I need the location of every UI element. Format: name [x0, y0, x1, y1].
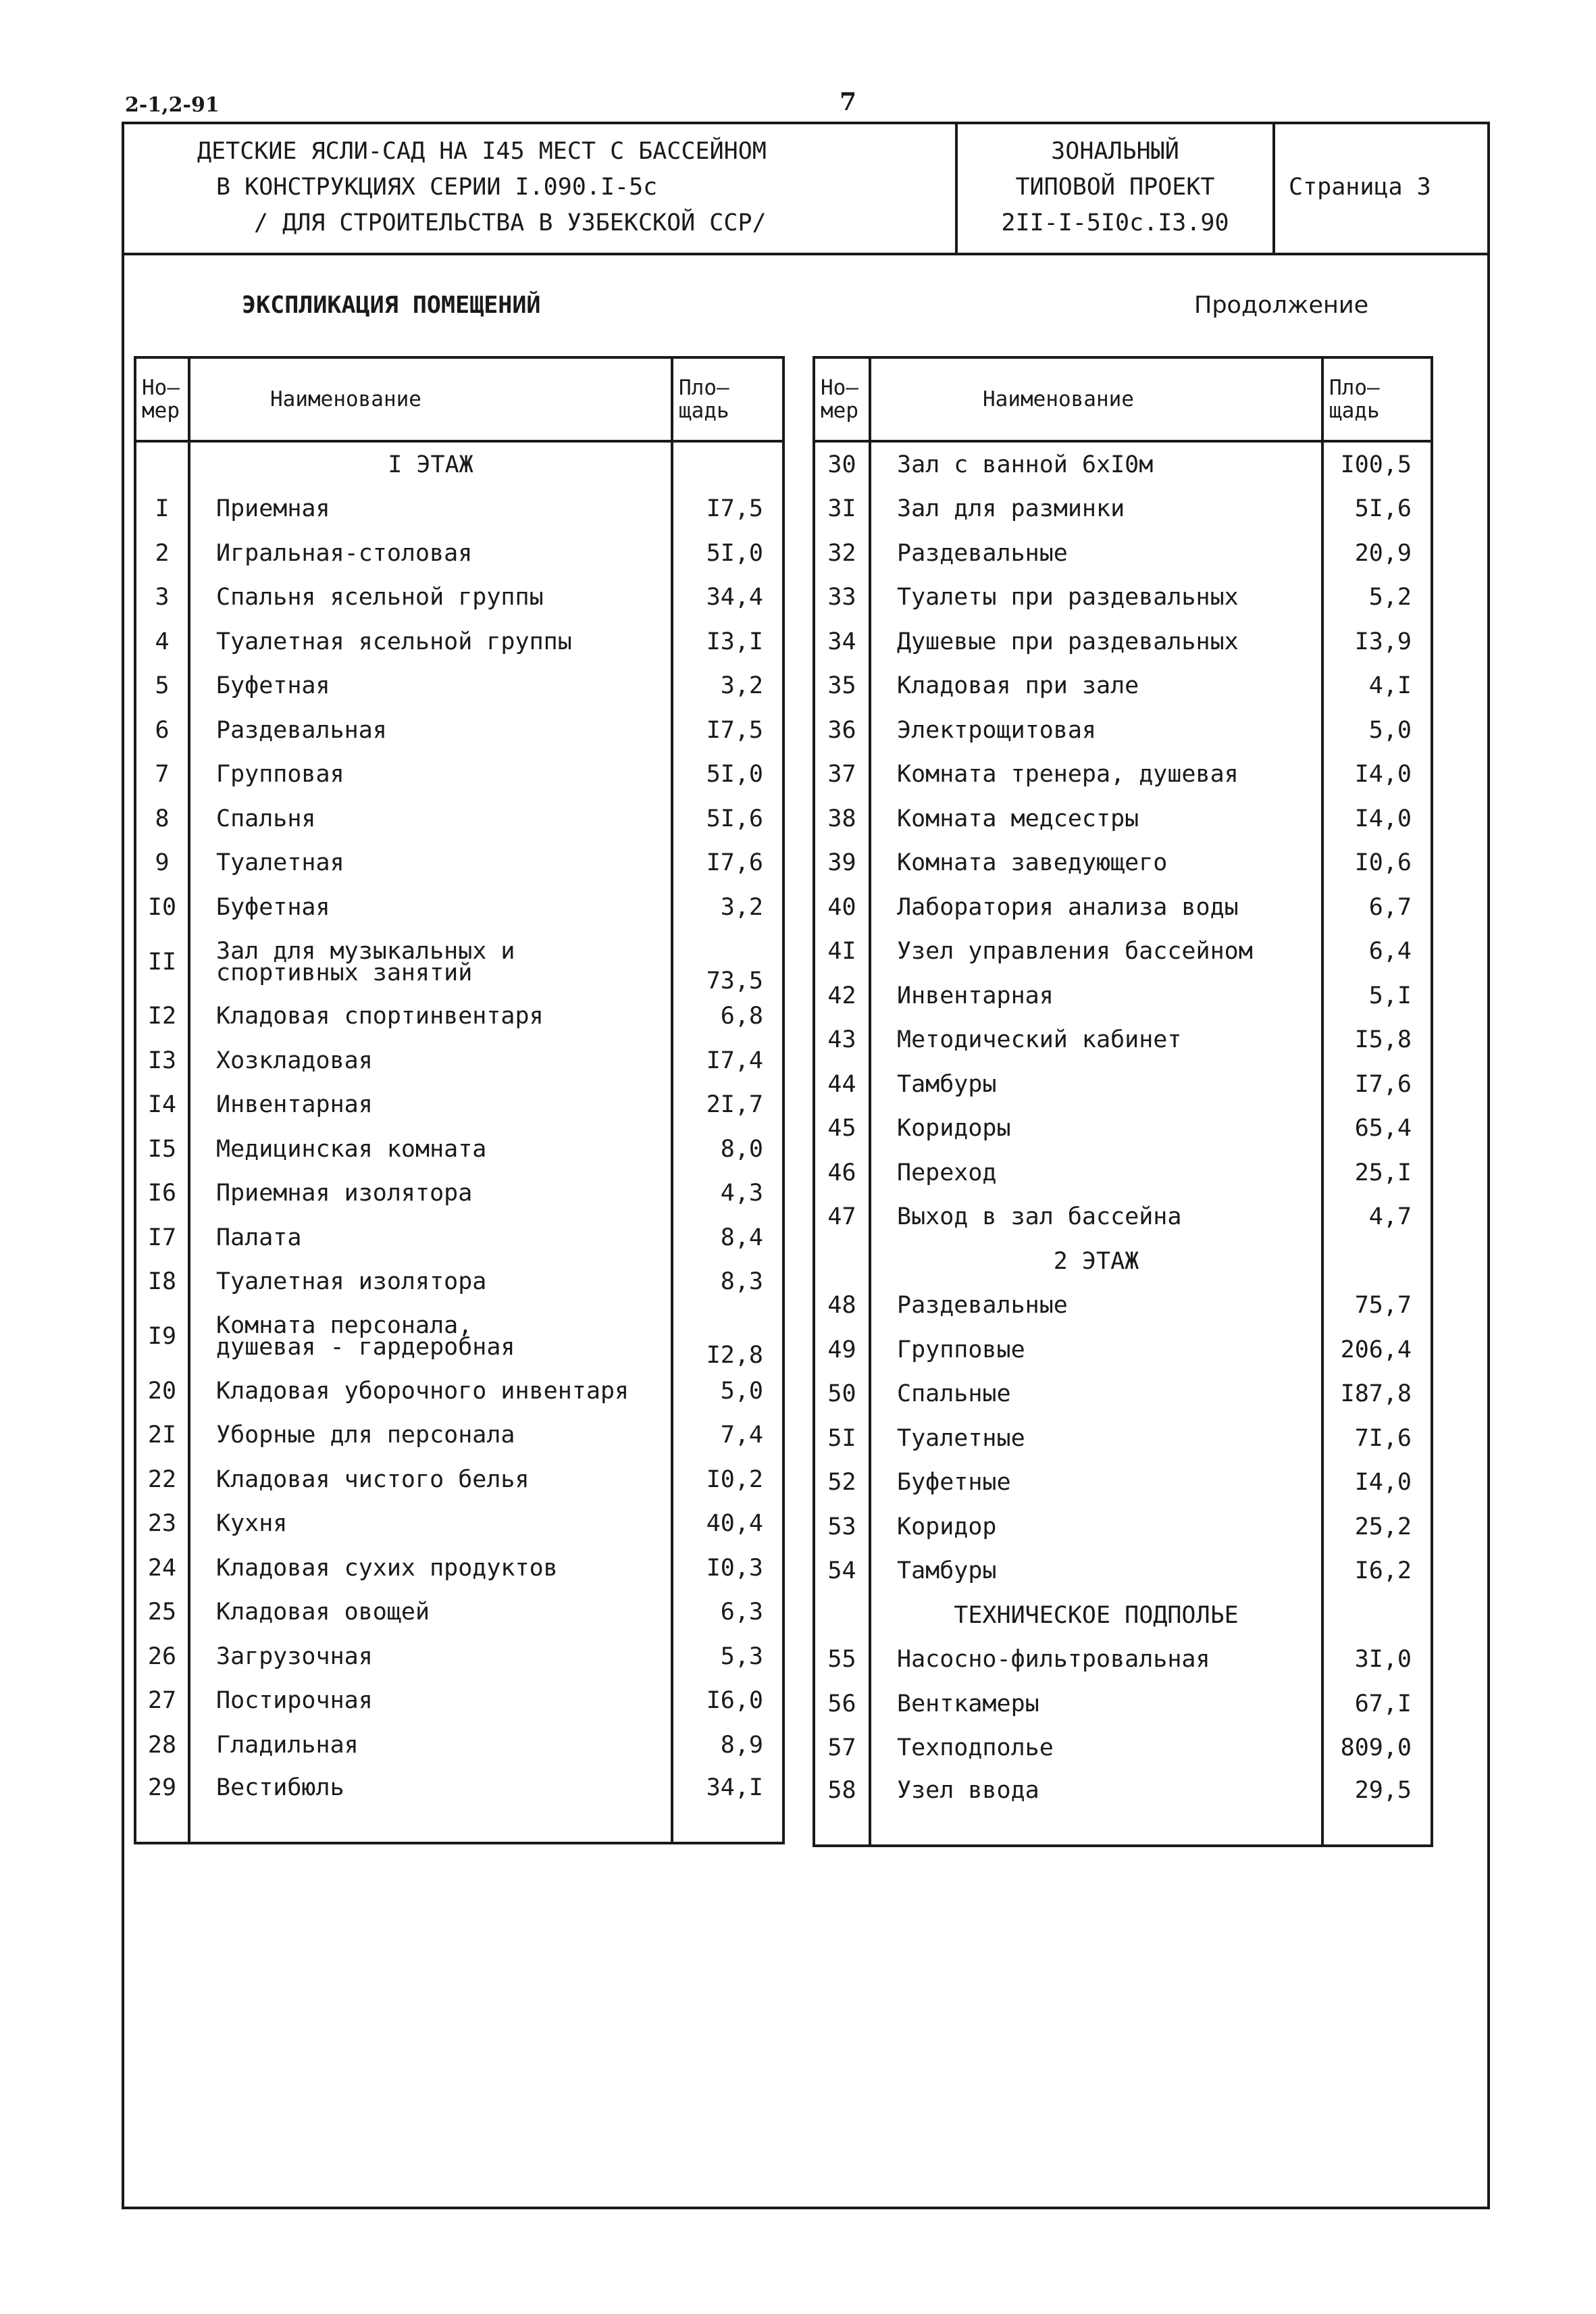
table-row	[135, 1369, 783, 1413]
table-row	[135, 797, 783, 841]
column-header-number: Но– мер	[814, 357, 870, 441]
room-area: 3,2	[672, 885, 783, 930]
room-number: 24	[135, 1546, 189, 1590]
room-number	[814, 1593, 870, 1638]
room-name: Зал с ванной 6хI0м	[870, 441, 1322, 487]
table-row	[135, 1502, 783, 1546]
table-row	[814, 1107, 1432, 1151]
room-area: I6,2	[1322, 1549, 1432, 1594]
table-row	[814, 974, 1432, 1018]
room-area: 809,0	[1322, 1726, 1432, 1771]
rooms-table-left-body	[135, 441, 783, 1843]
room-area: 75,7	[1322, 1284, 1432, 1328]
room-number: I6	[135, 1172, 189, 1216]
room-number: 33	[814, 576, 870, 620]
room-name: Приемная	[189, 487, 672, 532]
room-name: Кладовая овощей	[189, 1590, 672, 1635]
room-number: I	[135, 487, 189, 532]
room-number: 46	[814, 1151, 870, 1195]
room-number: 20	[135, 1369, 189, 1413]
room-number: 49	[814, 1328, 870, 1372]
room-area: 8,9	[672, 1723, 783, 1767]
room-number: 54	[814, 1549, 870, 1594]
table-row	[135, 753, 783, 797]
title-block	[122, 122, 1490, 255]
table-row	[135, 930, 783, 995]
room-name: Комната заведующего	[870, 841, 1322, 886]
table-row	[814, 664, 1432, 709]
room-area: 5I,0	[672, 531, 783, 576]
room-area: 8,4	[672, 1215, 783, 1260]
table-row	[814, 708, 1432, 753]
title-line-3: / ДЛЯ СТРОИТЕЛЬСТВА В УЗБЕКСКОЙ ССР/	[254, 209, 767, 236]
continuation-label: Продолжение	[1194, 292, 1369, 319]
table-row	[814, 531, 1432, 576]
room-area: 7,4	[672, 1413, 783, 1458]
room-area: 25,I	[1322, 1151, 1432, 1195]
table-row	[135, 664, 783, 709]
table-row	[135, 1634, 783, 1679]
room-number: 8	[135, 797, 189, 841]
room-number: 42	[814, 974, 870, 1018]
table-row	[135, 1304, 783, 1369]
room-number: 50	[814, 1372, 870, 1417]
room-number: 52	[814, 1461, 870, 1505]
title-block-name-cell	[122, 122, 958, 253]
room-area: I3,I	[672, 620, 783, 664]
room-name: Групповая	[189, 753, 672, 797]
room-number	[135, 441, 189, 487]
room-number: 26	[135, 1634, 189, 1679]
room-area: 5I,6	[1322, 487, 1432, 532]
room-number: 3	[135, 576, 189, 620]
section-row	[814, 1593, 1432, 1638]
table-row	[814, 620, 1432, 664]
room-number: 25	[135, 1590, 189, 1635]
room-name: Комната медсестры	[870, 797, 1322, 841]
table-row	[814, 930, 1432, 974]
room-number: 28	[135, 1723, 189, 1767]
room-name-line-2: спортивных занятий	[216, 959, 473, 986]
room-area	[1322, 1239, 1432, 1284]
room-name: Узел управления бассейном	[870, 930, 1322, 974]
room-number: 6	[135, 708, 189, 753]
room-number: I8	[135, 1260, 189, 1305]
room-name: Выход в зал бассейна	[870, 1195, 1322, 1240]
table-row	[814, 841, 1432, 886]
room-number: 22	[135, 1457, 189, 1502]
room-area: 7I,6	[1322, 1416, 1432, 1461]
table-row	[814, 1372, 1432, 1417]
room-number: 5I	[814, 1416, 870, 1461]
section-title: ЭКСПЛИКАЦИЯ ПОМЕЩЕНИЙ	[242, 292, 541, 319]
room-name: Туалетная	[189, 841, 672, 886]
page-number: 7	[840, 88, 857, 116]
table-row	[814, 1461, 1432, 1505]
rooms-table-right-body	[814, 441, 1432, 1846]
room-name: Душевые при раздевальных	[870, 620, 1322, 664]
title-block-sheet-cell	[1275, 122, 1485, 253]
room-name: Раздевальная	[189, 708, 672, 753]
room-area: 67,I	[1322, 1682, 1432, 1726]
table-row	[814, 1416, 1432, 1461]
table-row	[814, 885, 1432, 930]
table-row	[135, 1215, 783, 1260]
room-name: Кладовая при зале	[870, 664, 1322, 709]
room-name: Приемная изолятора	[189, 1172, 672, 1216]
room-area: I6,0	[672, 1679, 783, 1724]
room-name: Кладовая уборочного инвентаря	[189, 1369, 672, 1413]
table-row	[135, 1172, 783, 1216]
room-name: Кладовая спортинвентаря	[189, 995, 672, 1039]
room-name: Туалетная ясельной группы	[189, 620, 672, 664]
table-row	[814, 1328, 1432, 1372]
room-name: Тамбуры	[870, 1549, 1322, 1594]
room-area: 5,I	[1322, 974, 1432, 1018]
room-area: 6,7	[1322, 885, 1432, 930]
room-number: 5	[135, 664, 189, 709]
room-name: Инвентарная	[870, 974, 1322, 1018]
table-row	[814, 1062, 1432, 1107]
table-row	[814, 1549, 1432, 1594]
room-number: I2	[135, 995, 189, 1039]
section-row	[814, 1239, 1432, 1284]
table-row	[814, 1018, 1432, 1063]
room-name: Зал для разминки	[870, 487, 1322, 532]
table-row	[135, 620, 783, 664]
room-name-line-1: Комната персонала,	[216, 1312, 473, 1339]
room-name: Спальня	[189, 797, 672, 841]
room-area	[672, 441, 783, 487]
room-area: 34,4	[672, 576, 783, 620]
room-number: 27	[135, 1679, 189, 1724]
floor-section-label: 2 ЭТАЖ	[870, 1239, 1322, 1284]
table-row	[814, 1195, 1432, 1240]
room-number: 3I	[814, 487, 870, 532]
room-number: I7	[135, 1215, 189, 1260]
table-row	[135, 487, 783, 532]
room-area: I5,8	[1322, 1018, 1432, 1063]
floor-section-label: ТЕХНИЧЕСКОЕ ПОДПОЛЬЕ	[870, 1593, 1322, 1638]
room-number: 40	[814, 885, 870, 930]
room-name: Узел ввода	[870, 1770, 1322, 1846]
room-name: Вестибюль	[189, 1767, 672, 1843]
room-number: 48	[814, 1284, 870, 1328]
table-row	[814, 1151, 1432, 1195]
table-row	[814, 1770, 1432, 1846]
room-area: 4,I	[1322, 664, 1432, 709]
table-row	[135, 708, 783, 753]
sheet-label: Страница 3	[1289, 174, 1431, 201]
room-area: I0,3	[672, 1546, 783, 1590]
room-number: 55	[814, 1638, 870, 1682]
column-header-area: Пло– щадь	[672, 357, 783, 441]
room-name	[189, 1304, 672, 1369]
room-name: Загрузочная	[189, 1634, 672, 1679]
room-area: I4,0	[1322, 797, 1432, 841]
room-number: I0	[135, 885, 189, 930]
table-row	[814, 1682, 1432, 1726]
room-name: Комната тренера, душевая	[870, 753, 1322, 797]
room-number: 58	[814, 1770, 870, 1846]
room-name: Коридоры	[870, 1107, 1322, 1151]
room-name: Уборные для персонала	[189, 1413, 672, 1458]
table-row	[814, 753, 1432, 797]
table-row	[135, 1767, 783, 1843]
room-area: 6,4	[1322, 930, 1432, 974]
project-line-1: ЗОНАЛЬНЫЙ	[1051, 138, 1179, 165]
room-area: 3,2	[672, 664, 783, 709]
room-number: 23	[135, 1502, 189, 1546]
room-name: Раздевальные	[870, 531, 1322, 576]
table-row	[814, 1638, 1432, 1682]
room-name: Хозкладовая	[189, 1038, 672, 1083]
project-line-2: ТИПОВОЙ ПРОЕКТ	[1015, 174, 1215, 201]
room-area: I7,4	[672, 1038, 783, 1083]
room-name: Насосно-фильтровальная	[870, 1638, 1322, 1682]
room-name: Методический кабинет	[870, 1018, 1322, 1063]
room-name: Туалеты при раздевальных	[870, 576, 1322, 620]
table-row	[814, 797, 1432, 841]
room-area: I2,8	[672, 1304, 783, 1369]
table-row	[135, 1413, 783, 1458]
room-number: I4	[135, 1083, 189, 1128]
room-name: Игральная-столовая	[189, 531, 672, 576]
room-name: Раздевальные	[870, 1284, 1322, 1328]
room-area: 3I,0	[1322, 1638, 1432, 1682]
room-name: Тамбуры	[870, 1062, 1322, 1107]
room-name: Медицинская комната	[189, 1127, 672, 1172]
room-area: I7,6	[1322, 1062, 1432, 1107]
table-row	[814, 576, 1432, 620]
table-row	[135, 841, 783, 886]
room-name: Групповые	[870, 1328, 1322, 1372]
room-number: I9	[135, 1304, 189, 1369]
room-number: 39	[814, 841, 870, 886]
column-header-area: Пло– щадь	[1322, 357, 1432, 441]
room-area: 8,0	[672, 1127, 783, 1172]
room-name: Коридор	[870, 1505, 1322, 1549]
room-number	[814, 1239, 870, 1284]
room-number: 34	[814, 620, 870, 664]
table-row	[135, 885, 783, 930]
room-number: 45	[814, 1107, 870, 1151]
room-number: 56	[814, 1682, 870, 1726]
room-area: I7,6	[672, 841, 783, 886]
floor-section-label: I ЭТАЖ	[189, 441, 672, 487]
room-area: 5,0	[672, 1369, 783, 1413]
table-row	[135, 1260, 783, 1305]
room-name: Буфетная	[189, 664, 672, 709]
room-area: I4,0	[1322, 753, 1432, 797]
room-number: 37	[814, 753, 870, 797]
title-block-project-cell	[958, 122, 1275, 253]
room-area: I7,5	[672, 708, 783, 753]
room-area: I0,6	[1322, 841, 1432, 886]
room-number: 36	[814, 708, 870, 753]
room-name: Кухня	[189, 1502, 672, 1546]
room-number: 4I	[814, 930, 870, 974]
title-line-1: ДЕТСКИЕ ЯСЛИ-САД НА I45 МЕСТ С БАССЕЙНОМ	[197, 138, 767, 165]
table-row	[135, 531, 783, 576]
room-area: 29,5	[1322, 1770, 1432, 1846]
room-number: 47	[814, 1195, 870, 1240]
room-name: Спальня ясельной группы	[189, 576, 672, 620]
rooms-table-left	[134, 356, 785, 1844]
room-number: 44	[814, 1062, 870, 1107]
room-number: 35	[814, 664, 870, 709]
room-area: 65,4	[1322, 1107, 1432, 1151]
room-number: 9	[135, 841, 189, 886]
title-line-2: В КОНСТРУКЦИЯХ СЕРИИ I.090.I-5с	[216, 174, 658, 201]
room-number: 38	[814, 797, 870, 841]
room-area: 40,4	[672, 1502, 783, 1546]
room-number: 7	[135, 753, 189, 797]
room-name: Постирочная	[189, 1679, 672, 1724]
room-name: Туалетные	[870, 1416, 1322, 1461]
room-area: 5I,6	[672, 797, 783, 841]
room-name: Лаборатория анализа воды	[870, 885, 1322, 930]
table-row	[814, 1284, 1432, 1328]
room-name: Техподполье	[870, 1726, 1322, 1771]
table-row	[814, 1726, 1432, 1771]
table-row	[135, 1083, 783, 1128]
table-row	[814, 1505, 1432, 1549]
room-name-line-1: Зал для музыкальных и	[216, 937, 515, 965]
room-area: I7,5	[672, 487, 783, 532]
room-name: Переход	[870, 1151, 1322, 1195]
column-header-number: Но– мер	[135, 357, 189, 441]
room-area: I00,5	[1322, 441, 1432, 487]
table-row	[814, 441, 1432, 487]
room-number: I3	[135, 1038, 189, 1083]
table-row	[135, 1127, 783, 1172]
room-number: 53	[814, 1505, 870, 1549]
document-code: 2-1,2-91	[125, 93, 220, 117]
room-name-line-2: душевая - гардеробная	[216, 1334, 515, 1361]
room-area: 6,8	[672, 995, 783, 1039]
room-number: 32	[814, 531, 870, 576]
column-header-name: Наименование	[870, 357, 1322, 441]
table-row	[135, 1038, 783, 1083]
room-area: 5,2	[1322, 576, 1432, 620]
room-area: 4,7	[1322, 1195, 1432, 1240]
room-name: Палата	[189, 1215, 672, 1260]
room-area: 4,3	[672, 1172, 783, 1216]
room-name: Кладовая чистого белья	[189, 1457, 672, 1502]
room-number: 4	[135, 620, 189, 664]
room-name: Кладовая сухих продуктов	[189, 1546, 672, 1590]
room-name: Гладильная	[189, 1723, 672, 1767]
room-area: I4,0	[1322, 1461, 1432, 1505]
room-area: I87,8	[1322, 1372, 1432, 1417]
room-area: I3,9	[1322, 620, 1432, 664]
room-area: 6,3	[672, 1590, 783, 1635]
room-name: Спальные	[870, 1372, 1322, 1417]
room-area: 25,2	[1322, 1505, 1432, 1549]
table-row	[135, 1723, 783, 1767]
room-number: 29	[135, 1767, 189, 1843]
table-row	[135, 995, 783, 1039]
room-area: 2I,7	[672, 1083, 783, 1128]
room-name: Электрощитовая	[870, 708, 1322, 753]
room-area	[1322, 1593, 1432, 1638]
room-number: II	[135, 930, 189, 995]
room-area: 206,4	[1322, 1328, 1432, 1372]
room-name: Венткамеры	[870, 1682, 1322, 1726]
room-area: 34,I	[672, 1767, 783, 1843]
table-row	[135, 1679, 783, 1724]
room-area: 20,9	[1322, 531, 1432, 576]
room-area: 5,0	[1322, 708, 1432, 753]
section-row	[135, 441, 783, 487]
table-row	[135, 1457, 783, 1502]
room-area: 8,3	[672, 1260, 783, 1305]
room-number: 2I	[135, 1413, 189, 1458]
table-row	[135, 1590, 783, 1635]
room-number: 57	[814, 1726, 870, 1771]
table-row	[135, 1546, 783, 1590]
table-row	[135, 576, 783, 620]
room-name: Туалетная изолятора	[189, 1260, 672, 1305]
room-name: Буфетные	[870, 1461, 1322, 1505]
room-name: Буфетная	[189, 885, 672, 930]
room-area: 5I,0	[672, 753, 783, 797]
rooms-table-right	[813, 356, 1433, 1847]
room-name: Инвентарная	[189, 1083, 672, 1128]
room-area: I0,2	[672, 1457, 783, 1502]
room-number: I5	[135, 1127, 189, 1172]
room-number: 2	[135, 531, 189, 576]
table-row	[814, 487, 1432, 532]
room-area: 5,3	[672, 1634, 783, 1679]
room-area: 73,5	[672, 930, 783, 995]
room-name	[189, 930, 672, 995]
room-number: 30	[814, 441, 870, 487]
column-header-name: Наименование	[189, 357, 672, 441]
room-number: 43	[814, 1018, 870, 1063]
project-code: 2II-I-5I0с.I3.90	[1001, 209, 1229, 236]
